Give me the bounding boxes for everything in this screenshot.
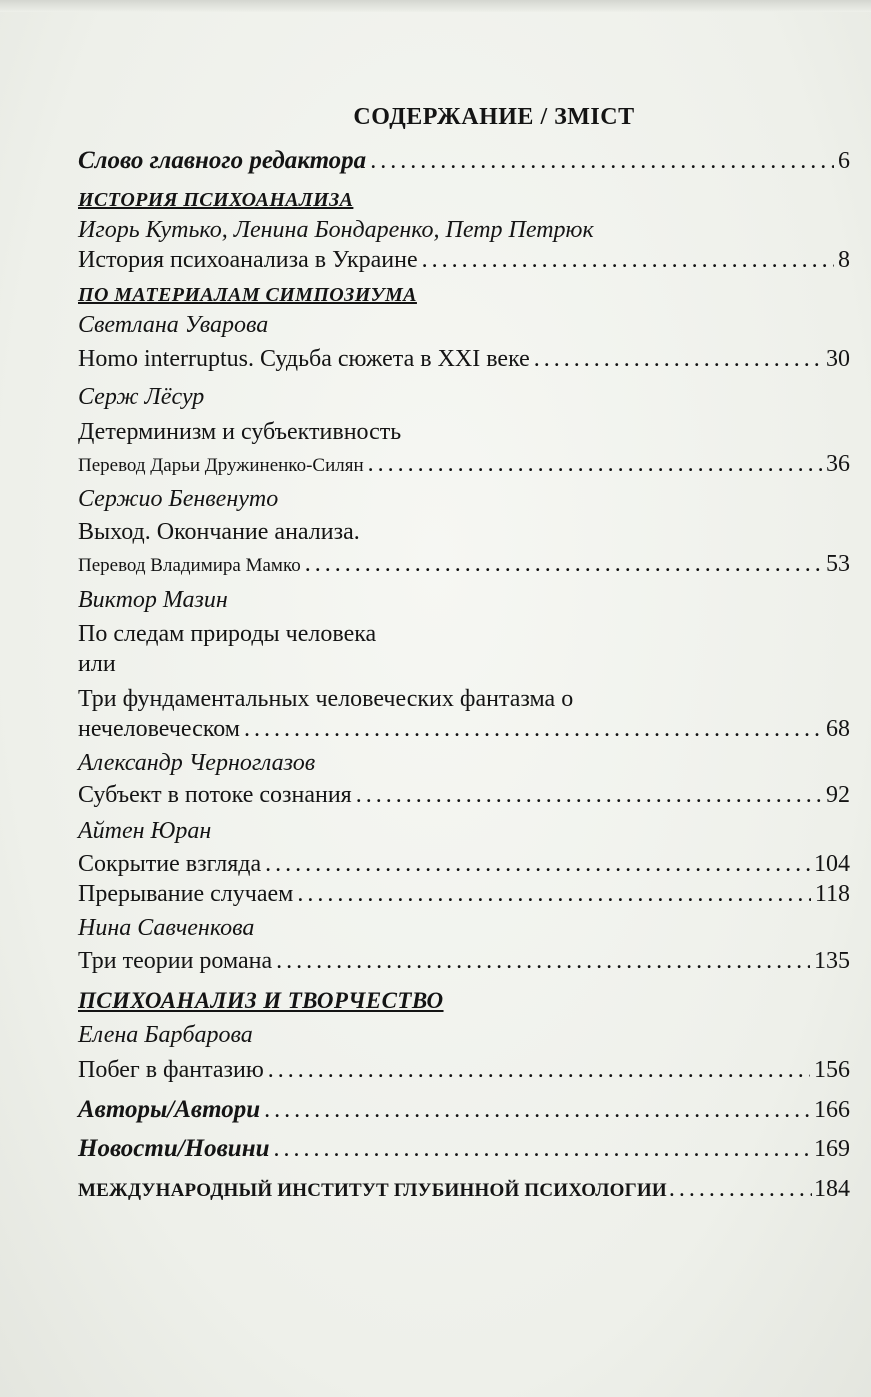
toc-entry-institute[interactable] [78,1174,850,1206]
dot-leader [264,1095,810,1125]
entry-translator: Перевод Владимира Мамко [78,555,301,576]
page-number: 53 [826,551,850,577]
dot-leader [534,344,822,374]
page-number: 30 [826,346,850,372]
entry-title: Сокрытие взгляда [78,851,262,877]
page-number: 104 [814,851,850,877]
dot-leader [297,879,811,909]
entry-title: Выход. Окончание анализа. [78,519,360,545]
entry-title: Детерминизм и субъективность [78,419,402,445]
table-of-contents [78,96,850,1206]
toc-entry-editor[interactable] [78,146,850,176]
entry-title: Три теории романа [78,948,273,974]
toc-entry-escape-fantasy[interactable] [78,1020,850,1085]
entry-author: Серж Лёсур [78,384,205,410]
entry-title: Прерывание случаем [78,881,294,907]
toc-entry-history-ukraine[interactable] [78,215,850,275]
entry-author: Елена Барбарова [78,1022,253,1048]
dot-leader [370,146,834,176]
toc-title: СОДЕРЖАНИЕ / ЗМІСТ [353,104,635,130]
entry-title: Слово главного редактора [78,147,367,174]
entry-title-line: Три фундаментальных человеческих фантазма о [78,686,574,712]
page-number: 184 [814,1176,850,1202]
page-number: 166 [814,1097,850,1123]
toc-entry-homo-interruptus[interactable] [78,310,850,374]
page-number: 118 [814,881,850,907]
entry-authors: Игорь Кутько, Ленина Бондаренко, Петр Петрюк [78,217,594,243]
entry-title: Субъект в потоке сознания [78,782,352,808]
entry-title: Авторы/Автори [78,1096,261,1123]
toc-entry-exit[interactable] [78,484,850,581]
toc-entry-subject-stream[interactable] [78,748,850,810]
dot-leader [422,245,834,275]
page-number: 92 [826,782,850,808]
page-number: 156 [814,1057,850,1083]
toc-entry-determinism[interactable] [78,382,850,481]
toc-entry-news[interactable] [78,1134,850,1164]
dot-leader [265,849,810,879]
section-heading-creativity: ПСИХОАНАЛИЗ И ТВОРЧЕСТВО [78,988,444,1013]
section-heading-symposium: ПО МАТЕРИАЛАМ СИМПОЗИУМА [78,284,417,306]
section-heading-history: ИСТОРИЯ ПСИХОАНАЛИЗА [78,189,354,211]
page-number: 68 [826,716,850,742]
entry-title-line: нечеловеческом [78,716,240,742]
entry-author: Айтен Юран [78,818,212,844]
entry-title: Новости/Новини [78,1135,270,1162]
page-number: 6 [838,148,850,174]
dot-leader [305,549,822,579]
dot-leader [356,780,822,810]
entry-author: Виктор Мазин [78,587,228,613]
dot-leader [268,1055,810,1085]
dot-leader [273,1134,810,1164]
toc-entry-authors[interactable] [78,1095,850,1125]
entry-author: Нина Савченкова [78,915,255,941]
page-number: 135 [814,948,850,974]
entry-title-line: По следам природы человека [78,621,377,647]
dot-leader [669,1174,812,1204]
entry-title: МЕЖДУНАРОДНЫЙ ИНСТИТУТ ГЛУБИННОЙ ПСИХОЛОГИИ [78,1180,667,1201]
dot-leader [368,449,822,479]
entry-title: Побег в фантазию [78,1057,264,1083]
entry-author: Светлана Уварова [78,312,269,338]
toc-entry-human-nature[interactable] [78,585,850,744]
toc-entry-novel-theories[interactable] [78,913,850,976]
dot-leader [244,714,822,744]
entry-author: Сержио Бенвенуто [78,486,279,512]
page-edge-shadow [0,0,871,12]
page-number: 8 [838,247,850,273]
toc-entry-yuran[interactable] [78,816,850,909]
entry-author: Александр Черноглазов [78,750,316,776]
dot-leader [276,946,810,976]
entry-title: Homo interruptus. Судьба сюжета в XXI веке [78,346,530,372]
entry-title: История психоанализа в Украине [78,247,418,273]
entry-translator: Перевод Дарьи Дружиненко-Силян [78,455,364,476]
entry-title-line: или [78,651,116,677]
page-number: 169 [814,1136,850,1162]
page-number: 36 [826,451,850,477]
